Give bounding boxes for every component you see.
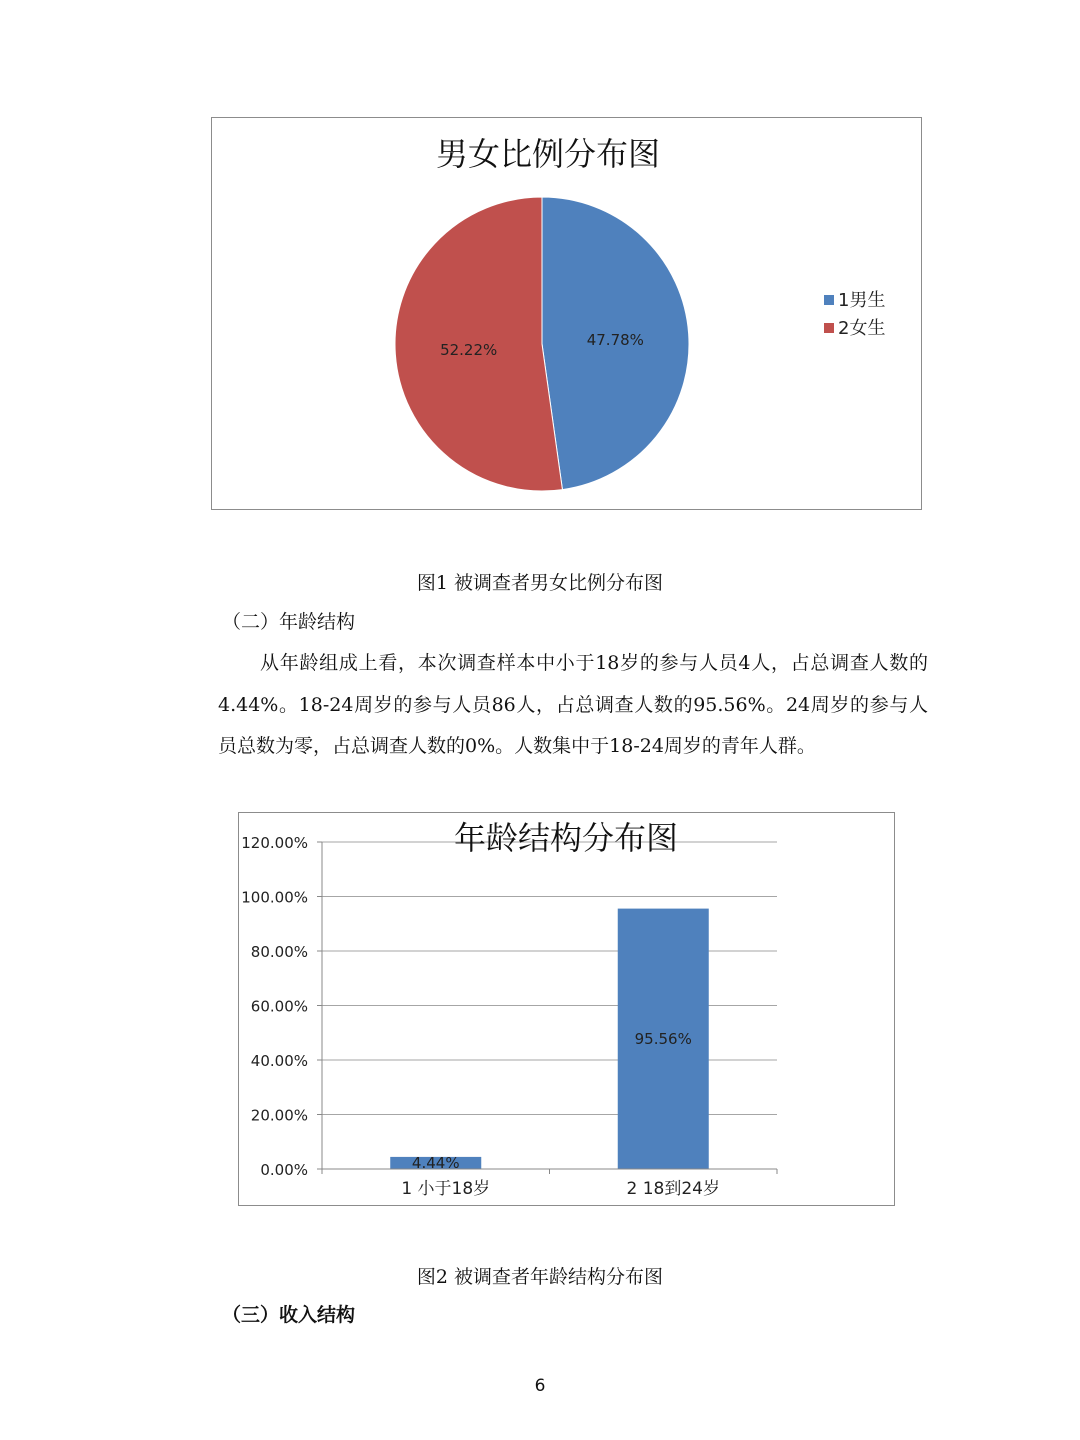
gender-pie-svg — [212, 118, 921, 509]
bar-value-label-1: 4.44% — [411, 1154, 460, 1172]
age-bar-chart — [238, 812, 895, 1206]
x-category-label-2: 2 18到24岁 — [626, 1179, 720, 1199]
x-category-label-1: 1 小于18岁 — [401, 1179, 491, 1199]
y-tick-label: 120.00% — [241, 834, 308, 852]
legend-swatch-1 — [824, 295, 834, 305]
gender-pie-chart — [211, 117, 922, 510]
y-tick-label: 80.00% — [250, 943, 308, 961]
y-tick-label: 100.00% — [241, 888, 308, 907]
bar-chart-title: 年龄结构分布图 — [453, 819, 679, 857]
age-structure-paragraph: 从年龄组成上看，本次调查样本中小于18岁的参与人员4人，占总调查人数的4.44%。18-24周岁的参与人员86人，占总调查人数的95.56%。24周岁的参与人员总数为零，占总调查人数的0%。人数集中于18-24周岁的青年人群。 — [218, 652, 928, 757]
section-2-heading: （二）年龄结构 — [222, 611, 356, 633]
figure-2-caption: 图2 被调查者年龄结构分布图 — [416, 1266, 664, 1288]
legend-label-1: 1男生 — [838, 290, 886, 311]
bar-value-label-2: 95.56% — [634, 1029, 692, 1048]
section-3-heading: （三）收入结构 — [222, 1304, 356, 1326]
y-tick-label: 60.00% — [250, 997, 308, 1016]
pie-chart-title: 男女比例分布图 — [435, 135, 661, 173]
y-tick-label: 40.00% — [250, 1052, 308, 1070]
pie-slice-label-2: 52.22% — [440, 341, 498, 360]
figure-1-caption: 图1 被调查者男女比例分布图 — [416, 572, 664, 594]
age-bar-svg — [239, 813, 894, 1205]
y-tick-label: 20.00% — [250, 1106, 308, 1125]
page-number: 6 — [534, 1376, 546, 1396]
pie-slice-label-1: 47.78% — [586, 330, 644, 349]
legend-label-2: 2女生 — [838, 318, 886, 339]
y-tick-label: 0.00% — [260, 1161, 308, 1179]
legend-swatch-2 — [824, 323, 834, 333]
